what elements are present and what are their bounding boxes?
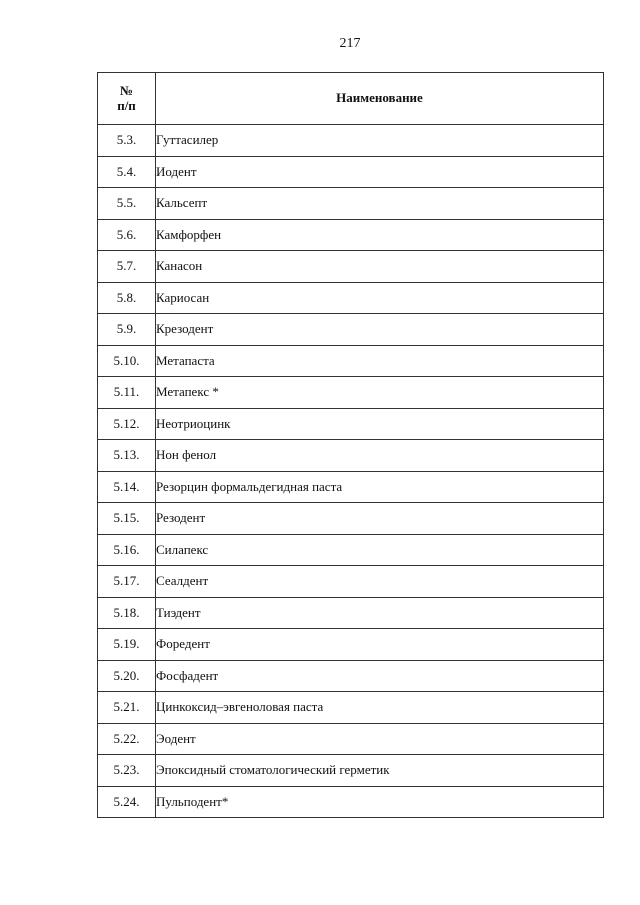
row-number-cell: 5.17. (98, 566, 156, 598)
row-number-cell: 5.15. (98, 503, 156, 535)
table-row (98, 534, 604, 566)
table-row (98, 786, 604, 818)
materials-table (97, 72, 604, 818)
row-number-cell: 5.21. (98, 692, 156, 724)
row-number-cell: 5.16. (98, 534, 156, 566)
row-name-cell: Эпоксидный стоматологический герметик (156, 755, 604, 787)
column-header-number-line1: № (119, 83, 134, 99)
row-number-cell: 5.12. (98, 408, 156, 440)
table-row (98, 440, 604, 472)
row-name-cell: Резодент (156, 503, 604, 535)
row-number-cell: 5.4. (98, 156, 156, 188)
row-name-cell: Резорцин формальдегидная паста (156, 471, 604, 503)
row-number-cell: 5.10. (98, 345, 156, 377)
table-row (98, 251, 604, 283)
row-name-cell: Иодент (156, 156, 604, 188)
row-name-cell: Силапекс (156, 534, 604, 566)
row-number-cell: 5.23. (98, 755, 156, 787)
row-name-cell: Фосфадент (156, 660, 604, 692)
row-name-cell: Камфорфен (156, 219, 604, 251)
row-name-cell: Нон фенол (156, 440, 604, 472)
table-row (98, 503, 604, 535)
row-number-cell: 5.20. (98, 660, 156, 692)
table-row (98, 471, 604, 503)
table-row (98, 408, 604, 440)
row-number-cell: 5.6. (98, 219, 156, 251)
row-name-cell: Неотриоцинк (156, 408, 604, 440)
row-name-cell: Цинкоксид–эвгеноловая паста (156, 692, 604, 724)
row-number-cell: 5.13. (98, 440, 156, 472)
table-row (98, 723, 604, 755)
row-number-cell: 5.11. (98, 377, 156, 409)
table-row (98, 377, 604, 409)
row-name-cell: Кальсепт (156, 188, 604, 220)
row-name-cell: Метапаста (156, 345, 604, 377)
row-number-cell: 5.8. (98, 282, 156, 314)
table-row (98, 597, 604, 629)
table-row (98, 692, 604, 724)
table-row (98, 125, 604, 157)
row-name-cell: Эодент (156, 723, 604, 755)
row-name-cell: Тиэдент (156, 597, 604, 629)
row-name-cell: Метапекс * (156, 377, 604, 409)
row-number-cell: 5.9. (98, 314, 156, 346)
table-row (98, 314, 604, 346)
row-number-cell: 5.19. (98, 629, 156, 661)
row-name-cell: Форедент (156, 629, 604, 661)
row-number-cell: 5.3. (98, 125, 156, 157)
row-number-cell: 5.5. (98, 188, 156, 220)
row-number-cell: 5.7. (98, 251, 156, 283)
column-header-number-line2: п/п (117, 97, 136, 113)
row-number-cell: 5.14. (98, 471, 156, 503)
table-row (98, 660, 604, 692)
column-header-name: Наименование (156, 73, 604, 125)
row-name-cell: Пульподент* (156, 786, 604, 818)
row-name-cell: Сеалдент (156, 566, 604, 598)
table-row (98, 282, 604, 314)
table-row (98, 345, 604, 377)
row-name-cell: Крезодент (156, 314, 604, 346)
row-number-cell: 5.24. (98, 786, 156, 818)
table-row (98, 755, 604, 787)
table-row (98, 188, 604, 220)
row-number-cell: 5.22. (98, 723, 156, 755)
table-row (98, 156, 604, 188)
row-name-cell: Гуттасилер (156, 125, 604, 157)
row-name-cell: Канасон (156, 251, 604, 283)
table-row (98, 629, 604, 661)
row-number-cell: 5.18. (98, 597, 156, 629)
table-row (98, 219, 604, 251)
row-name-cell: Кариосан (156, 282, 604, 314)
table-body (98, 125, 604, 818)
page-number: 217 (339, 36, 361, 51)
column-header-number (98, 73, 156, 125)
table-row (98, 566, 604, 598)
table-header-row (98, 73, 604, 125)
